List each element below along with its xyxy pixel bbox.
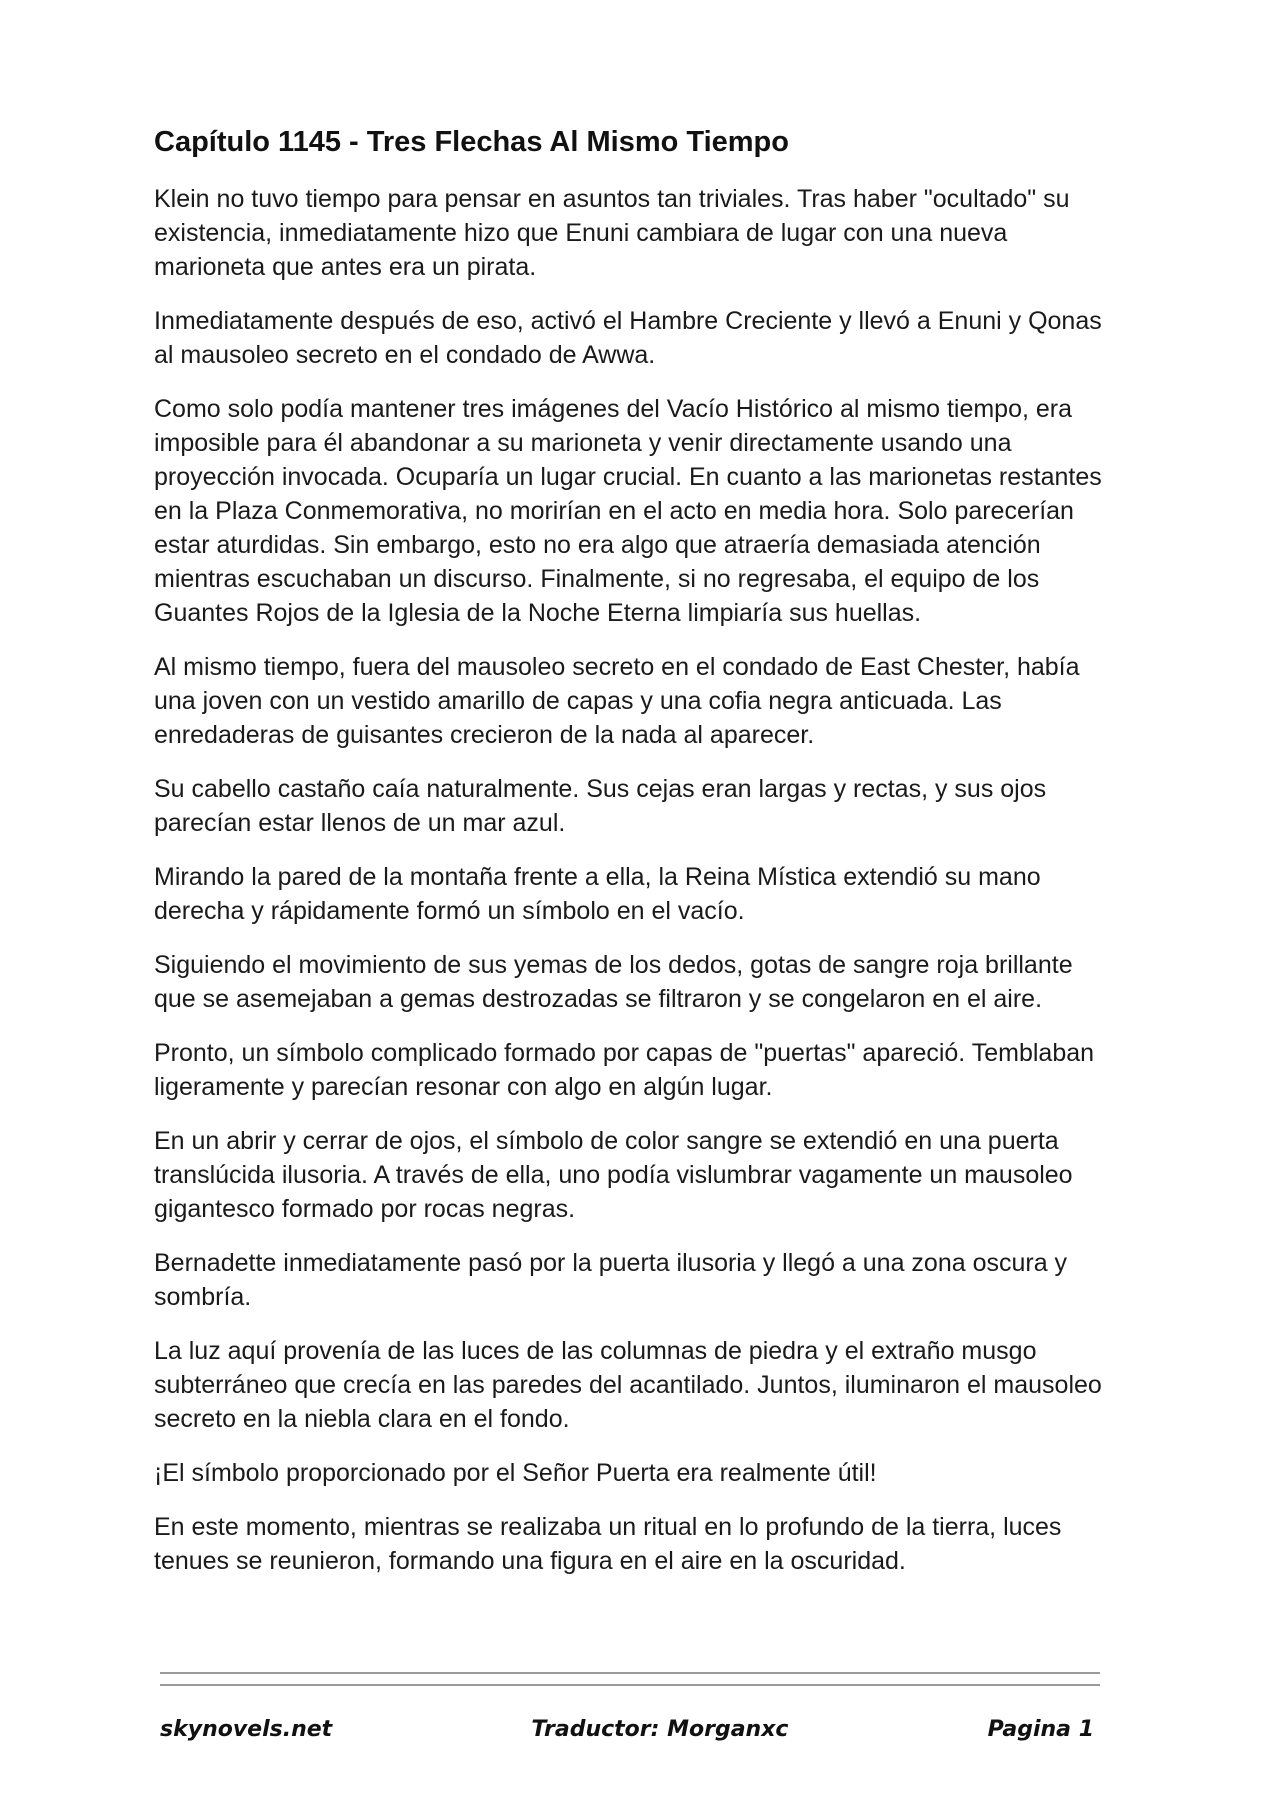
paragraph: Pronto, un símbolo complicado formado por capas de "puertas" apareció. Temblaban ligeramente y parecían resonar con algo en algún lugar. — [154, 1039, 1095, 1101]
document-body — [154, 118, 1114, 1598]
paragraph: Al mismo tiempo, fuera del mausoleo secreto en el condado de East Chester, había una joven con un vestido amarillo de capas y una cofia negra anticuada. Las enredaderas de guisantes crecieron de la nada al aparecer. — [154, 653, 1080, 749]
paragraph: En un abrir y cerrar de ojos, el símbolo de color sangre se extendió en una puerta translúcida ilusoria. A través de ella, uno podía vislumbrar vagamente un mausoleo gigantesco formado por rocas negras. — [154, 1127, 1073, 1223]
paragraph: Como solo podía mantener tres imágenes del Vacío Histórico al mismo tiempo, era imposible para él abandonar a su marioneta y venir directamente usando una proyección invocada. Ocuparía un lugar crucial. En cuanto a las marionetas restantes en la Plaza Conmemorativa, no morirían en el acto en media hora. Solo parecerían estar aturdidas. Sin embargo, esto no era algo que atraería demasiada atención mientras escuchaban un discurso. Finalmente, si no regresaba, el equipo de los Guantes Rojos de la Iglesia de la Noche Eterna limpiaría sus huellas. — [154, 395, 1102, 627]
footer-divider — [160, 1672, 1100, 1696]
paragraph: Su cabello castaño caía naturalmente. Sus cejas eran largas y rectas, y sus ojos parecían estar llenos de un mar azul. — [154, 775, 1047, 837]
paragraph: Inmediatamente después de eso, activó el Hambre Creciente y llevó a Enuni y Qonas al mausoleo secreto en el condado de Awwa. — [154, 307, 1102, 369]
chapter-title: Capítulo 1145 - Tres Flechas Al Mismo Tiempo — [154, 126, 789, 158]
footer-translator: Traductor: Morganxc — [531, 1716, 789, 1742]
page-footer — [160, 1712, 1094, 1746]
paragraph: En este momento, mientras se realizaba un ritual en lo profundo de la tierra, luces tenues se reunieron, formando una figura en el aire en la oscuridad. — [154, 1513, 1062, 1575]
paragraph: La luz aquí provenía de las luces de las columnas de piedra y el extraño musgo subterráneo que crecía en las paredes del acantilado. Juntos, iluminaron el mausoleo secreto en la niebla clara en el fondo. — [154, 1337, 1102, 1433]
paragraph: ¡El símbolo proporcionado por el Señor Puerta era realmente útil! — [154, 1459, 877, 1487]
footer-rule-bottom — [160, 1684, 1100, 1686]
footer-site: skynovels.net — [160, 1716, 333, 1742]
paragraph: Mirando la pared de la montaña frente a ella, la Reina Mística extendió su mano derecha y rápidamente formó un símbolo en el vacío. — [154, 863, 1041, 925]
footer-page-number: Pagina 1 — [987, 1716, 1094, 1742]
footer-rule-top — [160, 1672, 1100, 1674]
paragraph: Siguiendo el movimiento de sus yemas de los dedos, gotas de sangre roja brillante que se asemejaban a gemas destrozadas se filtraron y se congelaron en el aire. — [154, 951, 1073, 1013]
paragraph: Klein no tuvo tiempo para pensar en asuntos tan triviales. Tras haber "ocultado" su existencia, inmediatamente hizo que Enuni cambiara de lugar con una nueva marioneta que antes era un pirata. — [154, 185, 1070, 281]
paragraph: Bernadette inmediatamente pasó por la puerta ilusoria y llegó a una zona oscura y sombría. — [154, 1249, 1068, 1311]
